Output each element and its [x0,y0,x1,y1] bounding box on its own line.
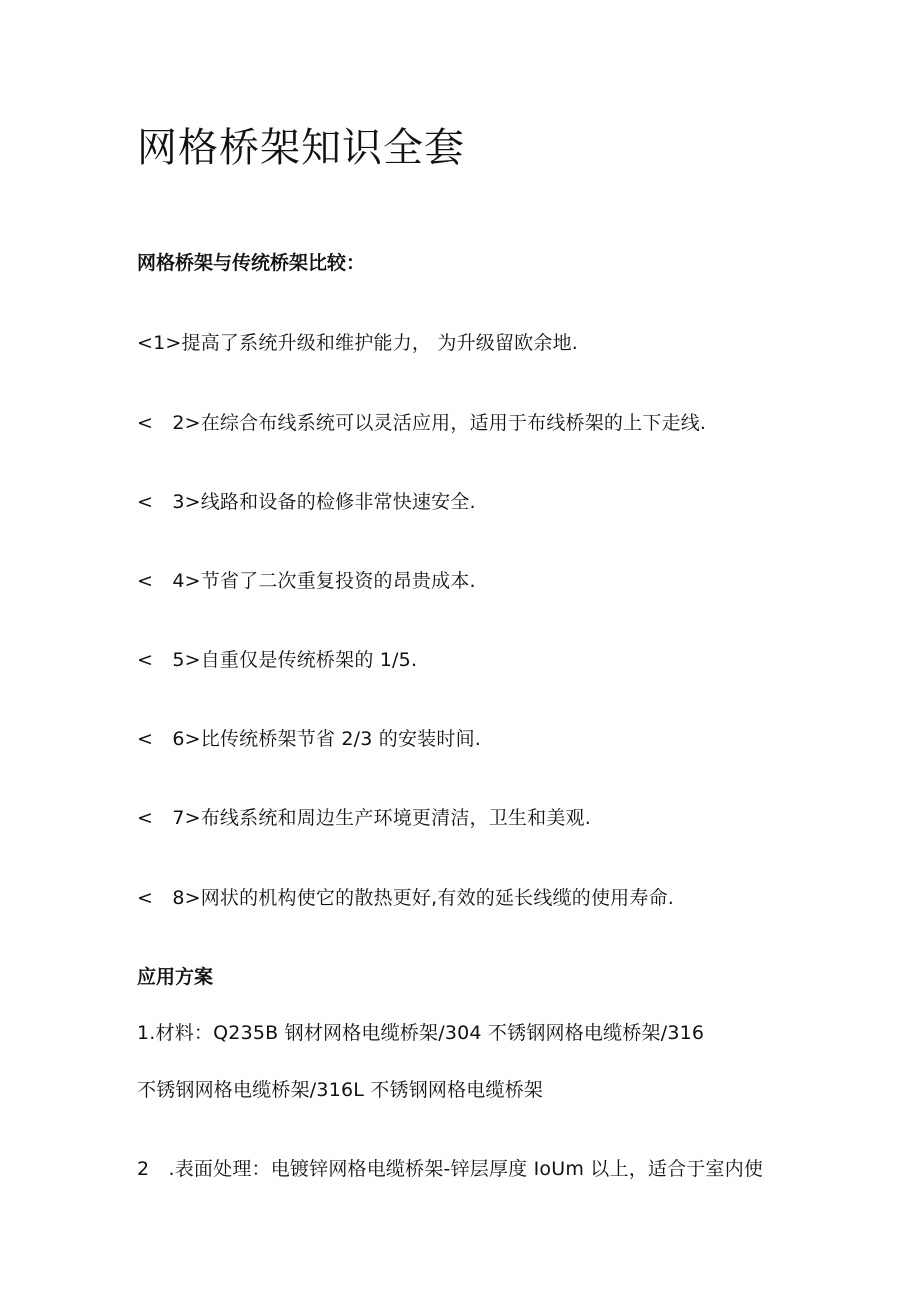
comparison-item-8: < 8>网状的机构使它的散热更好,有效的延长线缆的使用寿命. [137,887,675,909]
comparison-item-4: < 4>节省了二次重复投资的昂贵成本. [137,570,476,592]
comparison-item-7: < 7>布线系统和周边生产环境更清洁，卫生和美观. [137,807,591,829]
comparison-item-3: < 3>线路和设备的检修非常快速安全. [137,491,476,513]
page-title: 网格桥架知识全套 [137,125,465,171]
comparison-item-6: < 6>比传统桥架节省 2/3 的安装时间. [137,728,482,750]
application-line-1: 1.材料：Q235B 钢材网格电缆桥架/304 不锈钢网格电缆桥架/316 [137,1022,705,1044]
comparison-item-5: < 5>自重仅是传统桥架的 1/5. [137,649,418,671]
application-line-2: 不锈钢网格电缆桥架/316L 不锈钢网格电缆桥架 [137,1079,544,1101]
section-heading-comparison: 网格桥架与传统桥架比较： [137,252,366,274]
section-heading-application: 应用方案 [137,966,214,988]
comparison-item-2: < 2>在综合布线系统可以灵活应用，适用于布线桥架的上下走线. [137,412,707,434]
application-line-3: 2 .表面处理：电镀锌网格电缆桥架-锌层厚度 IoUm 以上，适合于室内使 [137,1158,764,1180]
comparison-item-1: <1>提高了系统升级和维护能力， 为升级留欧余地. [137,332,579,354]
